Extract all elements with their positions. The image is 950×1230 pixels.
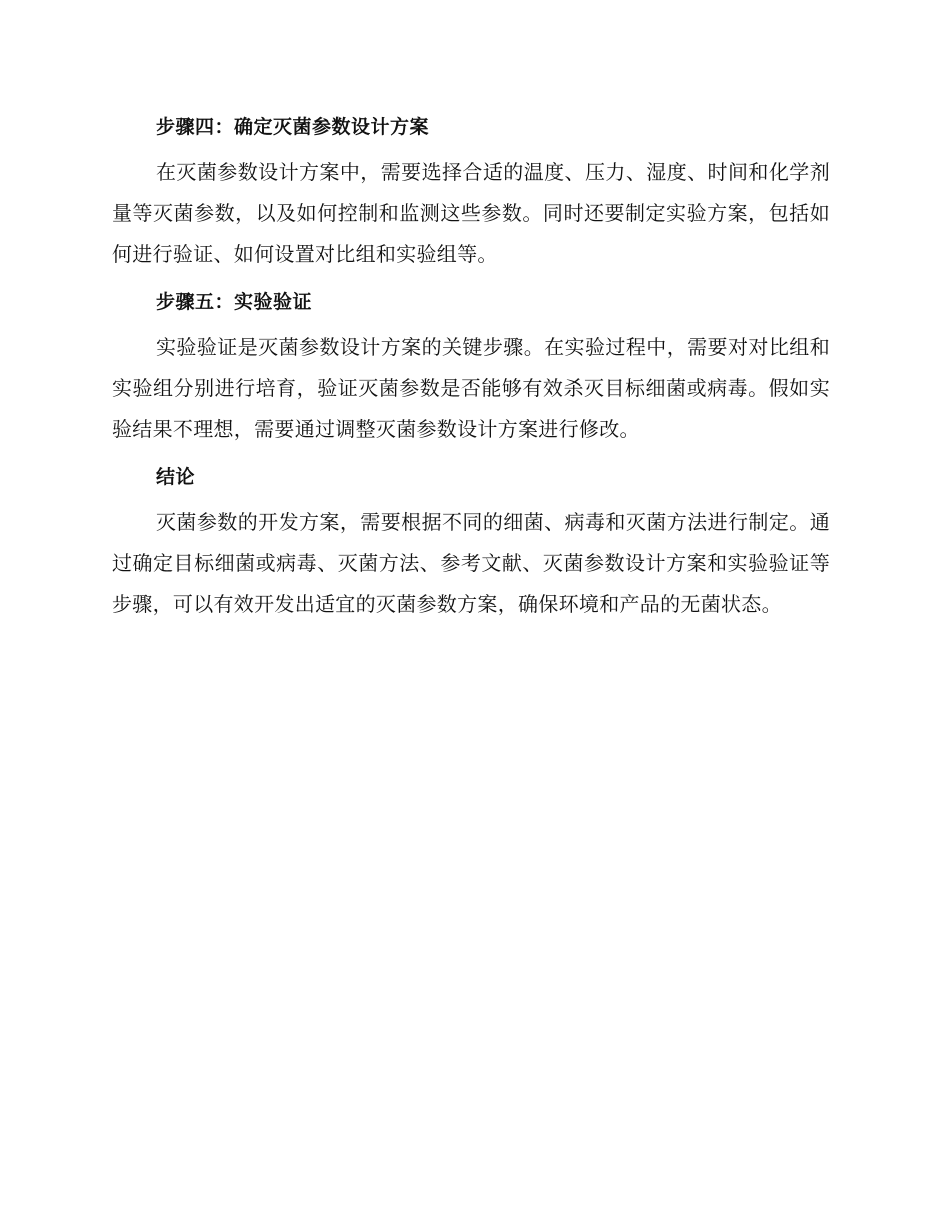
section-paragraph-step-5: 实验验证是灭菌参数设计方案的关键步骤。在实验过程中，需要对对比组和实验组分别进行培育，验证灭菌参数是否能够有效杀灭目标细菌或病毒。假如实验结果不理想，需要通过调整灭菌参数设计方案进行修改。 [112, 335, 830, 441]
section-paragraph-conclusion: 灭菌参数的开发方案，需要根据不同的细菌、病毒和灭菌方法进行制定。通过确定目标细菌或病毒、灭菌方法、参考文献、灭菌参数设计方案和实验验证等步骤，可以有效开发出适宜的灭菌参数方案，确保环境和产品的无菌状态。 [112, 510, 830, 616]
section-paragraph-step-4: 在灭菌参数设计方案中，需要选择合适的温度、压力、湿度、时间和化学剂量等灭菌参数，以及如何控制和监测这些参数。同时还要制定实验方案，包括如何进行验证、如何设置对比组和实验组等。 [112, 160, 830, 266]
section-heading-conclusion: 结论 [156, 466, 196, 488]
document-body [112, 112, 830, 625]
section-heading-step-5: 步骤五：实验验证 [156, 291, 313, 313]
section-heading-step-4: 步骤四：确定灭菌参数设计方案 [156, 116, 430, 138]
